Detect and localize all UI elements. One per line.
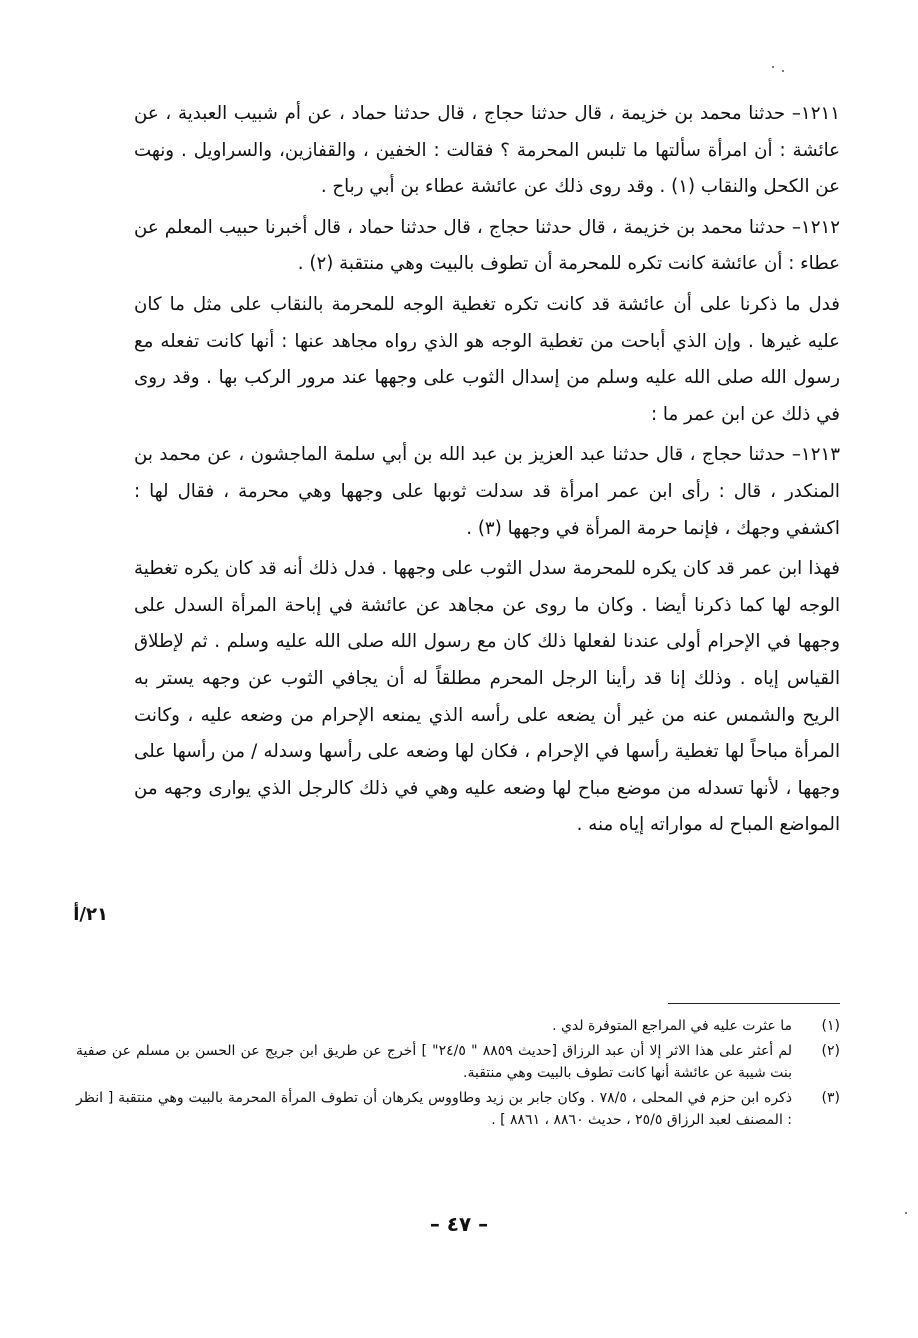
- scan-speck: [772, 66, 774, 68]
- scan-speck: [782, 70, 784, 72]
- footnote-item: [76, 1015, 840, 1037]
- footnote-number: (١): [821, 1018, 840, 1034]
- page-number: – ٤٧ –: [429, 1212, 489, 1236]
- footnote-item: [76, 1040, 840, 1084]
- scan-speck: [905, 1212, 907, 1214]
- footnote-number: (٣): [821, 1090, 840, 1106]
- main-text: [134, 96, 840, 848]
- footnote-separator: [668, 1003, 840, 1004]
- footnotes: [76, 1015, 840, 1134]
- footnote-text: لم أعثر على هذا الاثر إلا أن عبد الرزاق [حديث ٨٨٥٩ " ٢٤/٥" ] أخرج عن طريق ابن جريج عن الحسن بن مسلم عن صفية بنت شيبة عن عائشة أنها كانت تطوف بالبيت وهي منتقبة.: [76, 1043, 792, 1081]
- commentary-paragraph-1: فدل ما ذكرنا على أن عائشة قد كانت تكره تغطية الوجه للمحرمة بالنقاب على مثل ما كان عليه غيرها . وإن الذي أباحت من تغطية الوجه هو الذي رواه مجاهد عنها : أنها كانت تفعله مع رسول الله صلى الله عليه وسلم من إسدال الثوب على وجهها عند مرور الركب بها . وقد روى في ذلك عن ابن عمر ما :: [134, 293, 840, 425]
- commentary-paragraph-2: فهذا ابن عمر قد كان يكره للمحرمة سدل الثوب على وجهها . فدل ذلك أنه قد كان يكره تغطية الوجه لها كما ذكرنا أيضا . وكان ما روى عن مجاهد عن عائشة في إباحة المرأة السدل على وجهها في الإحرام أولى عندنا لفعلها ذلك كان مع رسول الله صلى الله عليه وسلم . ثم لإطلاق القياس إياه . وذلك إنا قد رأينا الرجل المحرم مطلقاً له أن يجافي الثوب عن وجهه يستر به الريح والشمس عنه من غير أن يضعه على رأسه الذي يمنعه الإحرام من وضعه عليه ، وكانت المرأة مباحاً لها تغطية رأسها في الإحرام ، فكان لها وضعه على رأسها وسدله / من رأسها على وجهها ، لأنها تسدله من موضع مباح لها وضعه عليه وهي في ذلك كالرجل الذي يوارى وجهه من المواضع المباح له مواراته إياه منه .: [134, 558, 840, 836]
- footnote-text: ذكره ابن حزم في المحلى ، ٧٨/٥ . وكان جابر بن زيد وطاووس يكرهان أن تطوف المرأة المحرمة بالبيت وهي منتقبة [ انظر : المصنف لعبد الرزاق ٢٥/٥ ، حديث ٨٨٦٠ ، ٨٨٦١ ] .: [76, 1090, 792, 1128]
- footnote-number: (٢): [821, 1043, 840, 1059]
- manuscript-folio-marker: ٢١/أ: [73, 904, 108, 925]
- hadith-1212-paragraph: ١٢١٢– حدثنا محمد بن خزيمة ، قال حدثنا حجاج ، قال حدثنا حماد ، قال أخبرنا حبيب المعلم عن عطاء : أن عائشة كانت تكره للمحرمة أن تطوف بالبيت وهي منتقبة (٢) .: [134, 216, 840, 275]
- footnote-item: [76, 1087, 840, 1131]
- hadith-1213-paragraph: ١٢١٣– حدثنا حجاج ، قال حدثنا عبد العزيز بن عبد الله بن أبي سلمة الماجشون ، عن محمد بن المنكدر ، قال : رأى ابن عمر امرأة قد سدلت ثوبها على وجهها وهي محرمة ، فقال لها : اكشفي وجهك ، فإنما حرمة المرأة في وجهها (٣) .: [134, 444, 840, 539]
- footnote-text: ما عثرت عليه في المراجع المتوفرة لدي .: [552, 1018, 792, 1034]
- hadith-1211-paragraph: ١٢١١– حدثنا محمد بن خزيمة ، قال حدثنا حجاج ، قال حدثنا حماد ، عن أم شبيب العبدية ، عن عائشة : أن امرأة سألتها ما تلبس المحرمة ؟ فقالت : الخفين ، والقفازين، والسراويل . ونهت عن الكحل والنقاب (١) . وقد روى ذلك عن عائشة عطاء بن أبي رباح .: [134, 103, 840, 198]
